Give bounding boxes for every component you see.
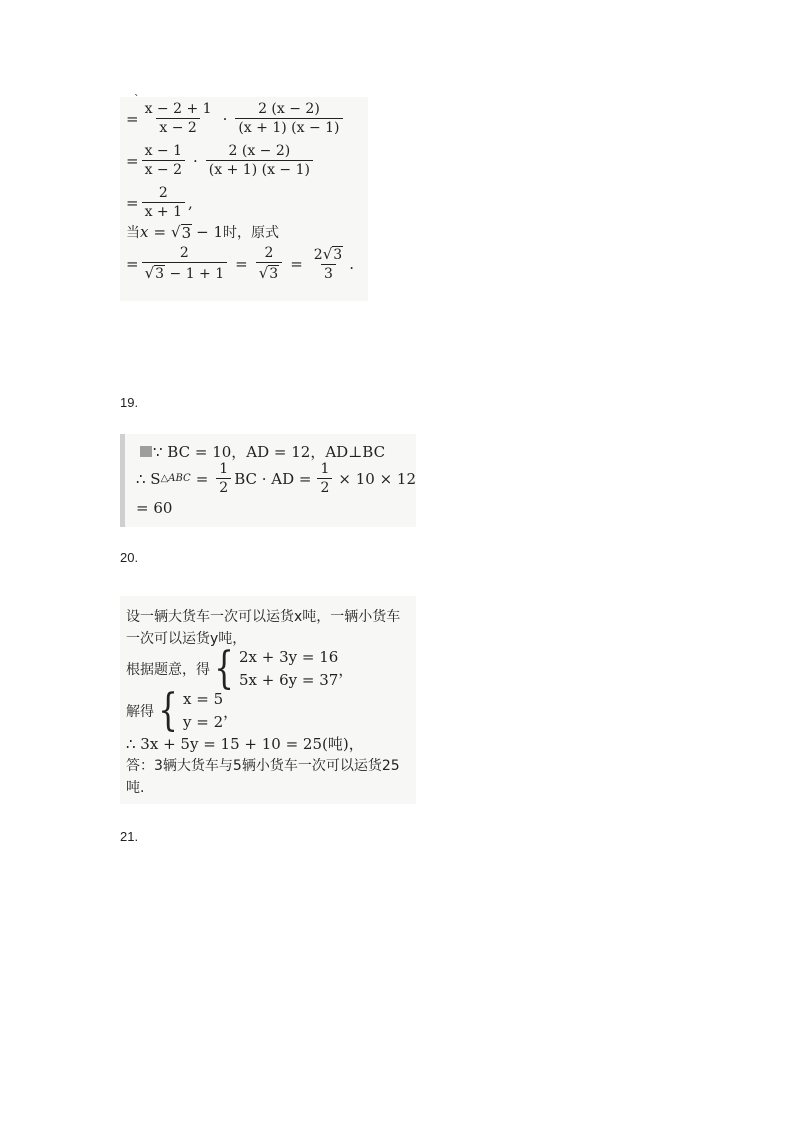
step-line-1: = $\frac{x - 2 + 1}{x - 2}$ · $\frac{2 (x - 2)}{(x + 1) (x - 1)}$ (126, 101, 346, 136)
equation-system: 根据题意，得 { 2x + 3y = 16 5x + 6y = 37 ， (126, 643, 354, 694)
fraction: 2 √ 3 3 (313, 245, 343, 282)
area-line: ∴ S △ABC = $\frac{1}{2}$ BC · AD = $\frac{1}{2}$ × 10 × 12 (136, 461, 417, 496)
fraction: $\frac{2 (x - 2)}{(x + 1) (x - 1)}$ (235, 101, 342, 136)
solution-image-20 (120, 596, 416, 804)
fraction: 2 √ 3 (256, 245, 282, 282)
solution-image-19 (120, 434, 416, 527)
step-line-5: = 2 √ 3 − 1 + 1 = 2 √ 3 = 2 √ 3 3 . (126, 245, 354, 282)
fraction: $\frac{2 (x - 2)}{(x + 1) (x - 1)}$ (206, 143, 313, 178)
fraction: 2 √ 3 − 1 + 1 (142, 245, 228, 282)
answer-line-1: 答：3辆大货车与5辆小货车一次可以运货25 (126, 758, 400, 774)
step-line-3: = $\frac{2}{x + 1}$ , (126, 185, 193, 220)
brace: { (158, 685, 178, 736)
solution-image-18 (120, 93, 368, 301)
fraction: $\frac{x - 1}{x - 2}$ (142, 143, 185, 178)
setup-line-1: 设一辆大货车一次可以运货x吨，一辆小货车 (126, 609, 401, 625)
fraction: $\frac{1}{2}$ (317, 461, 332, 496)
solution-system: 解得 { x = 5 y = 2 ， (126, 685, 239, 736)
fraction: $\frac{1}{2}$ (216, 461, 231, 496)
fraction: $\frac{2}{x + 1}$ (142, 185, 185, 220)
brace: { (214, 643, 234, 694)
fraction: $\frac{x - 2 + 1}{x - 2}$ (144, 101, 212, 136)
compute-line: ∴ 3x + 5y = 15 + 10 = 25(吨)， (126, 735, 364, 753)
condition-line: 当 x = √ 3 − 1 时，原式 (126, 223, 280, 242)
tick-mark: ` (134, 93, 140, 106)
quote-bar (120, 434, 125, 527)
answer-line-2: 吨. (126, 780, 145, 796)
result-line: = 60 (136, 499, 173, 517)
setup-line-2: 一次可以运货y吨， (126, 631, 247, 647)
question-number-19: 19. (120, 395, 139, 410)
question-number-20: 20. (120, 550, 139, 565)
redaction-box (140, 446, 152, 457)
given-line: ∵ BC = 10，AD = 12，AD⊥BC (140, 441, 385, 462)
question-number-21: 21. (120, 829, 139, 844)
step-line-2: = $\frac{x - 1}{x - 2}$ · $\frac{2 (x - 2)}{(x + 1) (x - 1)}$ (126, 143, 316, 178)
sqrt: √ 3 (171, 223, 192, 242)
